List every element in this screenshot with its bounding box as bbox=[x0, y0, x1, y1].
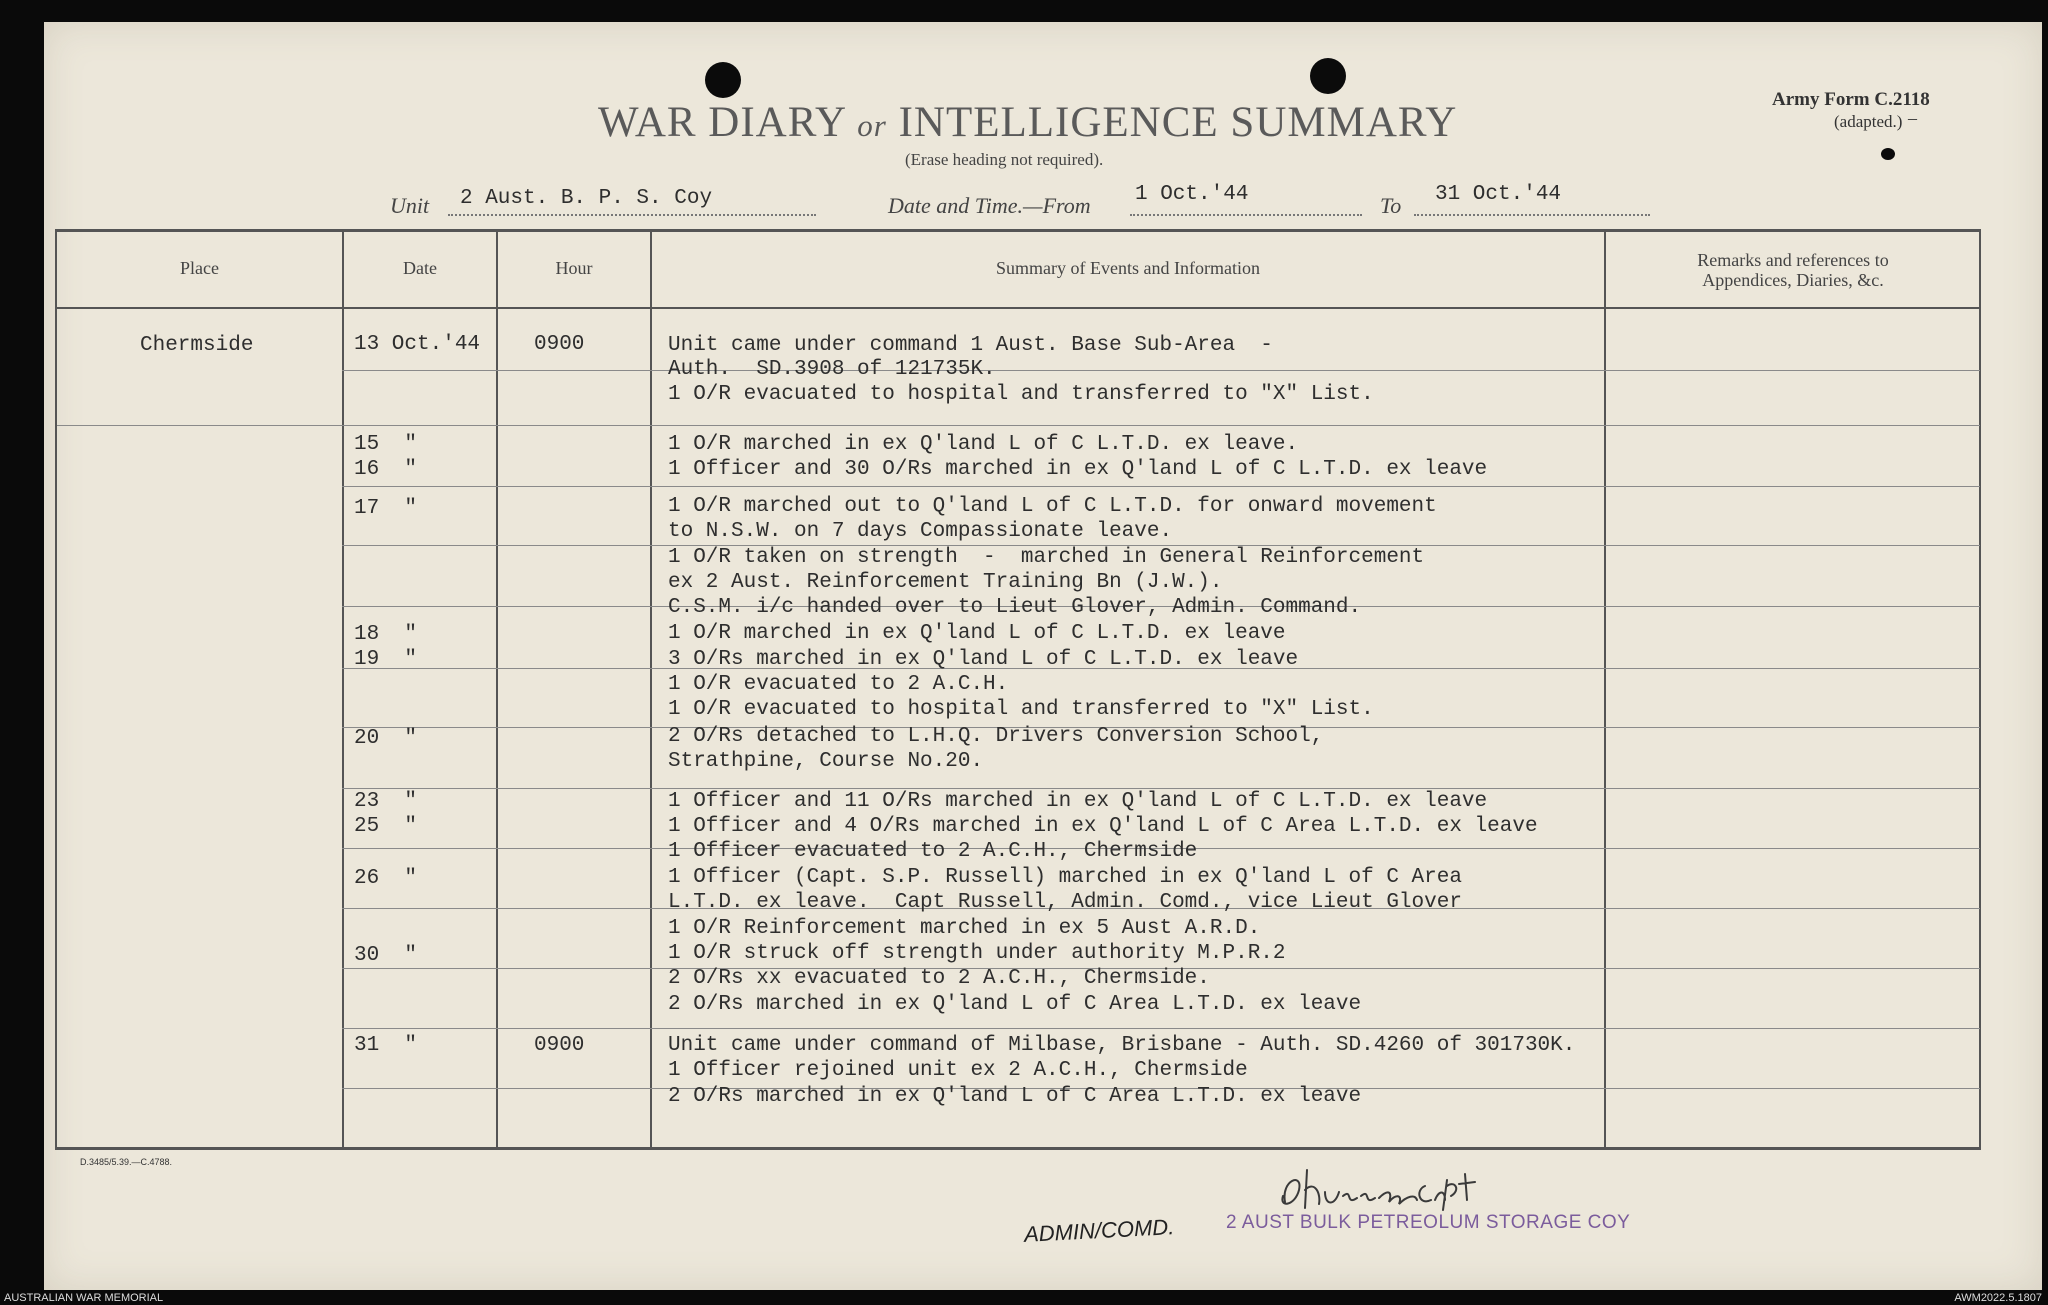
summary-line: 1 O/R struck off strength under authority M.P.R.2 bbox=[668, 942, 1286, 965]
row-rule bbox=[342, 370, 1980, 371]
remarks-header-line: Appendices, Diaries, &c. bbox=[1702, 270, 1884, 290]
place-cell: Chermside bbox=[140, 334, 254, 357]
date-cell: 20 " bbox=[354, 727, 418, 750]
archive-reference: AWM2022.5.1807 bbox=[1954, 1292, 2042, 1304]
date-cell: 30 " bbox=[354, 944, 418, 967]
summary-line: L.T.D. ex leave. Capt Russell, Admin. Comd., vice Lieut Glover bbox=[668, 891, 1462, 914]
date-cell: 31 " bbox=[354, 1034, 418, 1057]
summary-line: Unit came under command 1 Aust. Base Sub-Area - bbox=[668, 334, 1273, 357]
col-header-place: Place bbox=[180, 258, 219, 278]
summary-line: 2 O/Rs marched in ex Q'land L of C Area L.T.D. ex leave bbox=[668, 993, 1362, 1016]
date-cell: 17 " bbox=[354, 497, 418, 520]
date-cell: 23 " bbox=[354, 790, 418, 813]
summary-line: 1 Officer (Capt. S.P. Russell) marched in ex Q'land L of C Area bbox=[668, 866, 1462, 889]
unit-label: Unit bbox=[390, 193, 430, 218]
archive-credit: AUSTRALIAN WAR MEMORIAL bbox=[4, 1292, 164, 1304]
col-divider bbox=[1604, 229, 1606, 1149]
archive-strip bbox=[0, 1292, 2048, 1305]
title-part-b: INTELLIGENCE SUMMARY bbox=[898, 99, 1458, 146]
col-header-remarks bbox=[1606, 250, 1980, 290]
row-rule bbox=[342, 486, 1980, 487]
summary-line: 1 O/R evacuated to 2 A.C.H. bbox=[668, 673, 1009, 696]
page-title bbox=[598, 98, 1457, 147]
summary-line: 2 O/Rs xx evacuated to 2 A.C.H., Chermside. bbox=[668, 967, 1210, 990]
admin-comd-note: ADMIN/COMD. bbox=[1023, 1214, 1175, 1247]
dash-mark: – bbox=[1908, 108, 1917, 128]
title-part-a: WAR DIARY bbox=[598, 99, 846, 146]
signature bbox=[1275, 1150, 1575, 1220]
summary-line: 1 O/R marched in ex Q'land L of C L.T.D. ex leave bbox=[668, 622, 1286, 645]
punch-hole bbox=[705, 62, 741, 98]
summary-line: 1 O/R marched in ex Q'land L of C L.T.D. ex leave. bbox=[668, 433, 1299, 456]
summary-line: Auth. SD.3908 of 121735K. bbox=[668, 358, 996, 381]
print-reference: D.3485/5.39.—C.4788. bbox=[80, 1157, 173, 1167]
adapted-note: (adapted.) bbox=[1834, 112, 1903, 131]
remarks-header-line: Remarks and references to bbox=[1697, 250, 1889, 270]
summary-line: Strathpine, Course No.20. bbox=[668, 750, 984, 773]
summary-line: Unit came under command of Milbase, Brisbane - Auth. SD.4260 of 301730K. bbox=[668, 1034, 1576, 1057]
row-rule bbox=[57, 425, 1980, 426]
summary-line: 1 O/R evacuated to hospital and transferred to "X" List. bbox=[668, 698, 1374, 721]
date-cell: 26 " bbox=[354, 867, 418, 890]
date-cell: 16 " bbox=[354, 458, 418, 481]
col-header-date: Date bbox=[403, 258, 437, 278]
summary-line: C.S.M. i/c handed over to Lieut Glover, Admin. Command. bbox=[668, 596, 1362, 619]
summary-line: 3 O/Rs marched in ex Q'land L of C L.T.D. ex leave bbox=[668, 648, 1299, 671]
army-form-number: Army Form C.2118 bbox=[1772, 89, 1930, 110]
unit-stamp: 2 AUST BULK PETREOLUM STORAGE COY bbox=[1226, 1212, 1631, 1233]
date-cell: 18 " bbox=[354, 623, 418, 646]
date-from-line bbox=[1130, 214, 1362, 216]
date-cell: 13 Oct.'44 bbox=[354, 333, 481, 356]
date-to-value: 31 Oct.'44 bbox=[1435, 183, 1562, 206]
summary-line: 1 O/R evacuated to hospital and transferred to "X" List. bbox=[668, 383, 1374, 406]
hour-cell: 0900 bbox=[534, 333, 585, 356]
date-cell: 19 " bbox=[354, 648, 418, 671]
punch-hole bbox=[1881, 148, 1895, 160]
punch-hole bbox=[1310, 58, 1346, 94]
col-divider bbox=[650, 229, 652, 1149]
summary-line: 1 Officer and 11 O/Rs marched in ex Q'land L of C L.T.D. ex leave bbox=[668, 790, 1488, 813]
date-from-value: 1 Oct.'44 bbox=[1135, 183, 1249, 206]
table-right-border bbox=[1979, 229, 1981, 1149]
summary-line: to N.S.W. on 7 days Compassionate leave. bbox=[668, 520, 1173, 543]
summary-line: 1 Officer rejoined unit ex 2 A.C.H., Chermside bbox=[668, 1059, 1248, 1082]
to-label: To bbox=[1380, 193, 1402, 218]
row-rule bbox=[342, 1028, 1980, 1029]
summary-line: ex 2 Aust. Reinforcement Training Bn (J.W.). bbox=[668, 571, 1223, 594]
col-header-hour: Hour bbox=[555, 258, 593, 278]
title-or: or bbox=[857, 108, 887, 143]
summary-line: 1 O/R Reinforcement marched in ex 5 Aust A.R.D. bbox=[668, 917, 1261, 940]
unit-line bbox=[448, 214, 816, 216]
table-left-border bbox=[55, 229, 57, 1149]
date-label: Date and Time.—From bbox=[888, 193, 1091, 218]
summary-line: 1 Officer evacuated to 2 A.C.H., Chermside bbox=[668, 840, 1198, 863]
erase-note: (Erase heading not required). bbox=[905, 150, 1104, 169]
summary-line: 2 O/Rs detached to L.H.Q. Drivers Conversion School, bbox=[668, 725, 1324, 748]
col-header-summary: Summary of Events and Information bbox=[996, 258, 1260, 278]
summary-line: 1 Officer and 30 O/Rs marched in ex Q'land L of C L.T.D. ex leave bbox=[668, 458, 1488, 481]
col-divider bbox=[496, 229, 498, 1149]
summary-line: 1 O/R taken on strength - marched in General Reinforcement bbox=[668, 546, 1425, 569]
summary-line: 1 O/R marched out to Q'land L of C L.T.D. for onward movement bbox=[668, 495, 1437, 518]
summary-line: 2 O/Rs marched in ex Q'land L of C Area L.T.D. ex leave bbox=[668, 1085, 1362, 1108]
unit-value: 2 Aust. B. P. S. Coy bbox=[460, 187, 713, 210]
summary-line: 1 Officer and 4 O/Rs marched in ex Q'land L of C Area L.T.D. ex leave bbox=[668, 815, 1538, 838]
col-divider bbox=[342, 229, 344, 1149]
date-to-line bbox=[1414, 214, 1650, 216]
date-cell: 15 " bbox=[354, 433, 418, 456]
hour-cell: 0900 bbox=[534, 1034, 585, 1057]
date-cell: 25 " bbox=[354, 815, 418, 838]
